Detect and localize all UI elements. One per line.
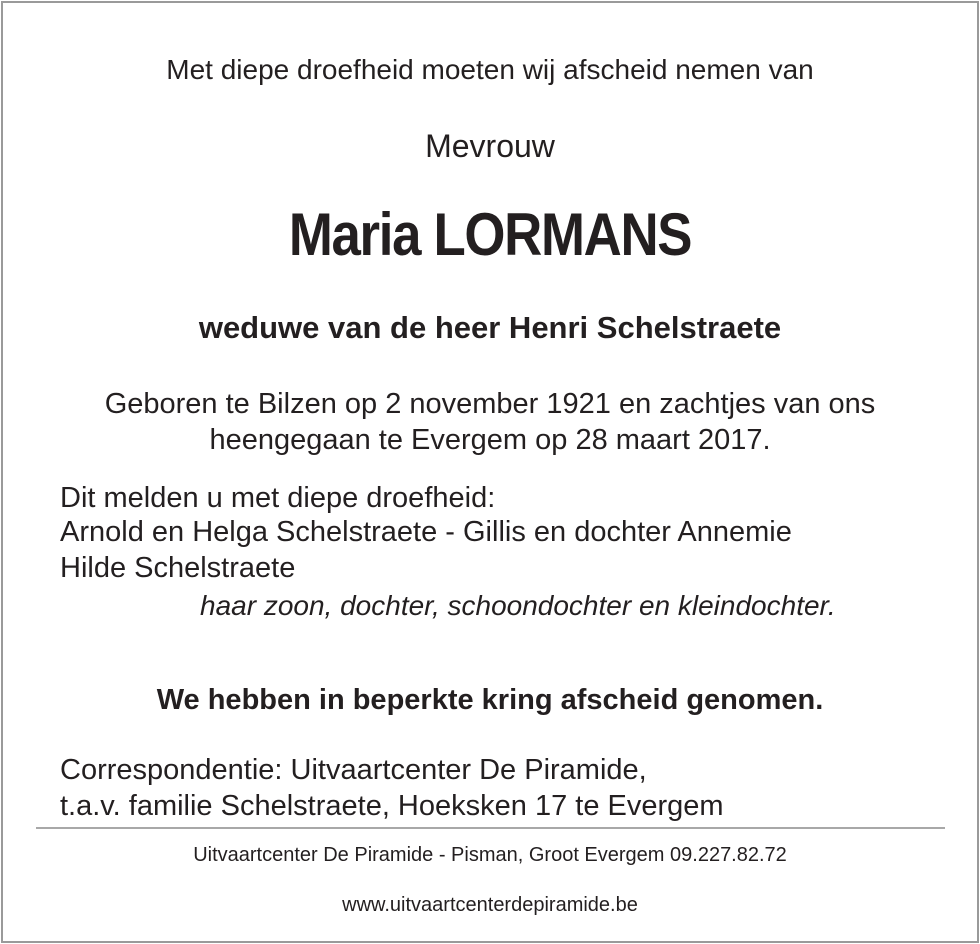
funeral-home-website: www.uitvaartcenterdepiramide.be — [342, 894, 638, 916]
closing-statement: We hebben in beperkte kring afscheid genomen. — [156, 684, 824, 716]
deceased-name: Maria LORMANS — [288, 201, 692, 268]
intro-text: Met diepe droefheid moeten wij afscheid nemen van — [166, 54, 814, 85]
correspondence-line-2: t.a.v. familie Schelstraete, Hoeksken 17 te Evergem — [60, 790, 724, 822]
family-line-2: Hilde Schelstraete — [60, 552, 296, 584]
correspondence-line-1: Correspondentie: Uitvaartcenter De Piramide, — [60, 754, 647, 786]
footer-divider — [36, 827, 945, 829]
funeral-home-info: Uitvaartcenter De Piramide - Pisman, Groot Evergem 09.227.82.72 — [193, 844, 787, 866]
announce-text: Dit melden u met diepe droefheid: — [60, 482, 496, 514]
widow-of: weduwe van de heer Henri Schelstraete — [198, 310, 782, 345]
birth-line-1: Geboren te Bilzen op 2 november 1921 en zachtjes van ons — [104, 388, 876, 420]
family-line-1: Arnold en Helga Schelstraete - Gillis en dochter Annemie — [60, 516, 792, 548]
birth-line-2: heengegaan te Evergem op 28 maart 2017. — [209, 424, 771, 456]
honorific: Mevrouw — [425, 128, 555, 164]
family-relation: haar zoon, dochter, schoondochter en kleindochter. — [200, 590, 836, 621]
